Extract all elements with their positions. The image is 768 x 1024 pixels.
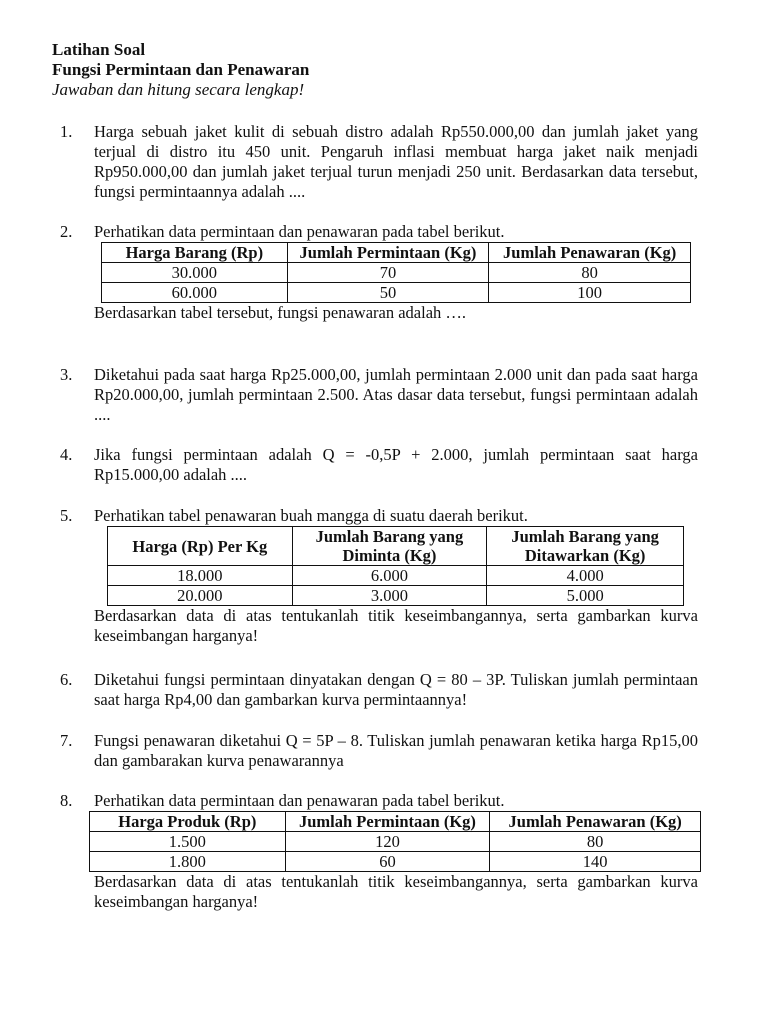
- question-2: [60, 222, 698, 323]
- question-text: Fungsi penawaran diketahui Q = 5P – 8. Tuliskan jumlah penawaran ketika harga Rp15,00 dan gambarakan kurva penawarannya: [94, 731, 698, 770]
- question-7: [60, 731, 698, 771]
- table-header: Jumlah Permintaan (Kg): [287, 243, 489, 263]
- table-cell: 100: [489, 283, 691, 303]
- table-cell: 4.000: [487, 566, 684, 586]
- table-cell: 3.000: [292, 586, 487, 606]
- question-intro: Perhatikan data permintaan dan penawaran pada tabel berikut.: [94, 222, 505, 241]
- question-prompt: Berdasarkan data di atas tentukanlah titik keseimbangannya, serta gambarkan kurva keseimbangan harganya!: [94, 606, 698, 645]
- table-cell: 1.500: [90, 832, 286, 852]
- table-header-row: [102, 243, 691, 263]
- table-cell: 30.000: [102, 263, 288, 283]
- question-number: 7.: [60, 731, 73, 750]
- table-header: Jumlah Penawaran (Kg): [490, 812, 701, 832]
- table-header-row: [108, 527, 684, 566]
- question-text: Harga sebuah jaket kulit di sebuah distro adalah Rp550.000,00 dan jumlah jaket yang terjual di distro itu 450 unit. Pengaruh inflasi membuat harga jaket naik menjadi Rp950.000,00 dan jumlah jaket terjual turun menjadi 250 unit. Berdasarkan data tersebut, fungsi permintaannya adalah ....: [94, 122, 698, 201]
- table-header-row: [90, 812, 701, 832]
- question-4: [60, 445, 698, 485]
- question-number: 3.: [60, 365, 73, 384]
- question-1: [60, 122, 698, 202]
- table-row: [108, 566, 684, 586]
- question-intro: Perhatikan tabel penawaran buah mangga di suatu daerah berikut.: [94, 506, 528, 525]
- table-row: [90, 832, 701, 852]
- table-row: [102, 283, 691, 303]
- question-number: 1.: [60, 122, 73, 141]
- data-table: [107, 526, 684, 606]
- question-text: Jika fungsi permintaan adalah Q = -0,5P + 2.000, jumlah permintaan saat harga Rp15.000,00 adalah ....: [94, 445, 698, 484]
- table-header: Jumlah Permintaan (Kg): [285, 812, 490, 832]
- question-prompt: Berdasarkan tabel tersebut, fungsi penawaran adalah ….: [94, 303, 467, 322]
- table-cell: 5.000: [487, 586, 684, 606]
- table-header: Jumlah Penawaran (Kg): [489, 243, 691, 263]
- question-text: Diketahui pada saat harga Rp25.000,00, jumlah permintaan 2.000 unit dan pada saat harga Rp20.000,00, jumlah permintaan 2.500. Atas dasar data tersebut, fungsi permintaan adalah ....: [94, 365, 698, 424]
- table-header: Harga Barang (Rp): [102, 243, 288, 263]
- table-header: Jumlah Barang yang Ditawarkan (Kg): [487, 527, 684, 566]
- question-intro: Perhatikan data permintaan dan penawaran pada tabel berikut.: [94, 791, 505, 810]
- table-cell: 1.800: [90, 852, 286, 872]
- question-number: 6.: [60, 670, 73, 689]
- question-number: 5.: [60, 506, 73, 525]
- table-row: [102, 263, 691, 283]
- table-cell: 60: [285, 852, 490, 872]
- question-number: 2.: [60, 222, 73, 241]
- table-header: Jumlah Barang yang Diminta (Kg): [292, 527, 487, 566]
- table-cell: 140: [490, 852, 701, 872]
- table-cell: 20.000: [108, 586, 293, 606]
- worksheet: [52, 40, 698, 911]
- table-cell: 80: [490, 832, 701, 852]
- table-header: Harga Produk (Rp): [90, 812, 286, 832]
- table-cell: 70: [287, 263, 489, 283]
- data-table: [101, 242, 691, 303]
- worksheet-subtitle: Fungsi Permintaan dan Penawaran: [52, 60, 310, 79]
- question-3: [60, 365, 698, 425]
- worksheet-title: Latihan Soal: [52, 40, 146, 59]
- question-5: [60, 506, 698, 646]
- table-header: Harga (Rp) Per Kg: [108, 527, 293, 566]
- table-cell: 120: [285, 832, 490, 852]
- table-cell: 50: [287, 283, 489, 303]
- table-cell: 80: [489, 263, 691, 283]
- question-text: Diketahui fungsi permintaan dinyatakan dengan Q = 80 – 3P. Tuliskan jumlah permintaan saat harga Rp4,00 dan gambarkan kurva permintaannya!: [94, 670, 698, 709]
- table-cell: 6.000: [292, 566, 487, 586]
- question-prompt: Berdasarkan data di atas tentukanlah titik keseimbangannya, serta gambarkan kurva keseimbangan harganya!: [94, 872, 698, 911]
- question-6: [60, 670, 698, 710]
- table-cell: 60.000: [102, 283, 288, 303]
- table-cell: 18.000: [108, 566, 293, 586]
- question-number: 8.: [60, 791, 73, 810]
- question-8: [60, 791, 698, 912]
- table-row: [90, 852, 701, 872]
- question-number: 4.: [60, 445, 73, 464]
- worksheet-instruction: Jawaban dan hitung secara lengkap!: [52, 80, 305, 99]
- data-table: [89, 811, 701, 872]
- table-row: [108, 586, 684, 606]
